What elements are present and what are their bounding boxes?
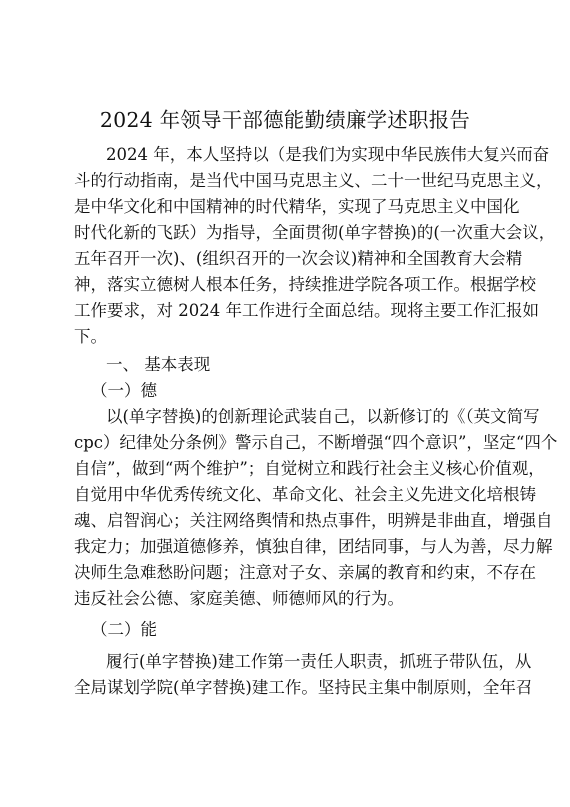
paragraph-line: 魂、启智润心；关注网络舆情和热点事件，明辨是非曲直，增强自 xyxy=(74,511,553,530)
paragraph-line: 全局谋划学院(单字替换)建工作。坚持民主集中制原则，全年召 xyxy=(74,678,533,697)
paragraph-line: 神，落实立德树人根本任务，持续推进学院各项工作。根据学校 xyxy=(74,275,536,294)
paragraph-line: 2024 年，本人坚持以（是我们为实现中华民族伟大复兴而奋 xyxy=(106,145,550,164)
subsection-heading: （一）德 xyxy=(91,381,157,400)
paragraph-line: 自觉用中华优秀传统文化、革命文化、社会主义先进文化培根铸 xyxy=(74,485,536,504)
paragraph-line: 自信”，做到“两个维护”；自觉树立和践行社会主义核心价值观， xyxy=(74,459,545,478)
paragraph-line: 履行(单字替换)建工作第一责任人职责，抓班子带队伍，从 xyxy=(106,652,532,671)
paragraph-line: cpc）纪律处分条例》警示自己，不断增强“四个意识”，坚定“四个 xyxy=(74,433,558,452)
paragraph-line: 工作要求，对 2024 年工作进行全面总结。现将主要工作汇报如 xyxy=(74,301,539,320)
subsection-heading: （二）能 xyxy=(91,620,157,639)
paragraph-line: 以(单字替换)的创新理论武装自己，以新修订的《（英文简写 xyxy=(106,407,540,426)
paragraph-line: 时代化新的飞跃）为指导，全面贯彻(单字替换)的(一次重大会议， xyxy=(74,223,556,242)
paragraph-line: 斗的行动指南，是当代中国马克思主义、二十一世纪马克思主义， xyxy=(74,171,553,190)
paragraph-line: 下。 xyxy=(74,327,107,346)
paragraph-line: 我定力；加强道德修养，慎独自律，团结同事，与人为善，尽力解 xyxy=(74,537,553,556)
paragraph-line: 决师生急难愁盼问题；注意对子女、亲属的教育和约束，不存在 xyxy=(74,563,536,582)
document-title: 2024 年领导干部德能勤绩廉学述职报告 xyxy=(99,108,471,132)
paragraph-line: 五年召开一次)、(组织召开的一次会议)精神和全国教育大会精 xyxy=(74,249,523,268)
section-heading: 一、 基本表现 xyxy=(106,355,211,374)
paragraph-line: 是中华文化和中国精神的时代精华，实现了马克思主义中国化 xyxy=(74,197,520,216)
paragraph-line: 违反社会公德、家庭美德、师德师风的行为。 xyxy=(74,589,404,608)
